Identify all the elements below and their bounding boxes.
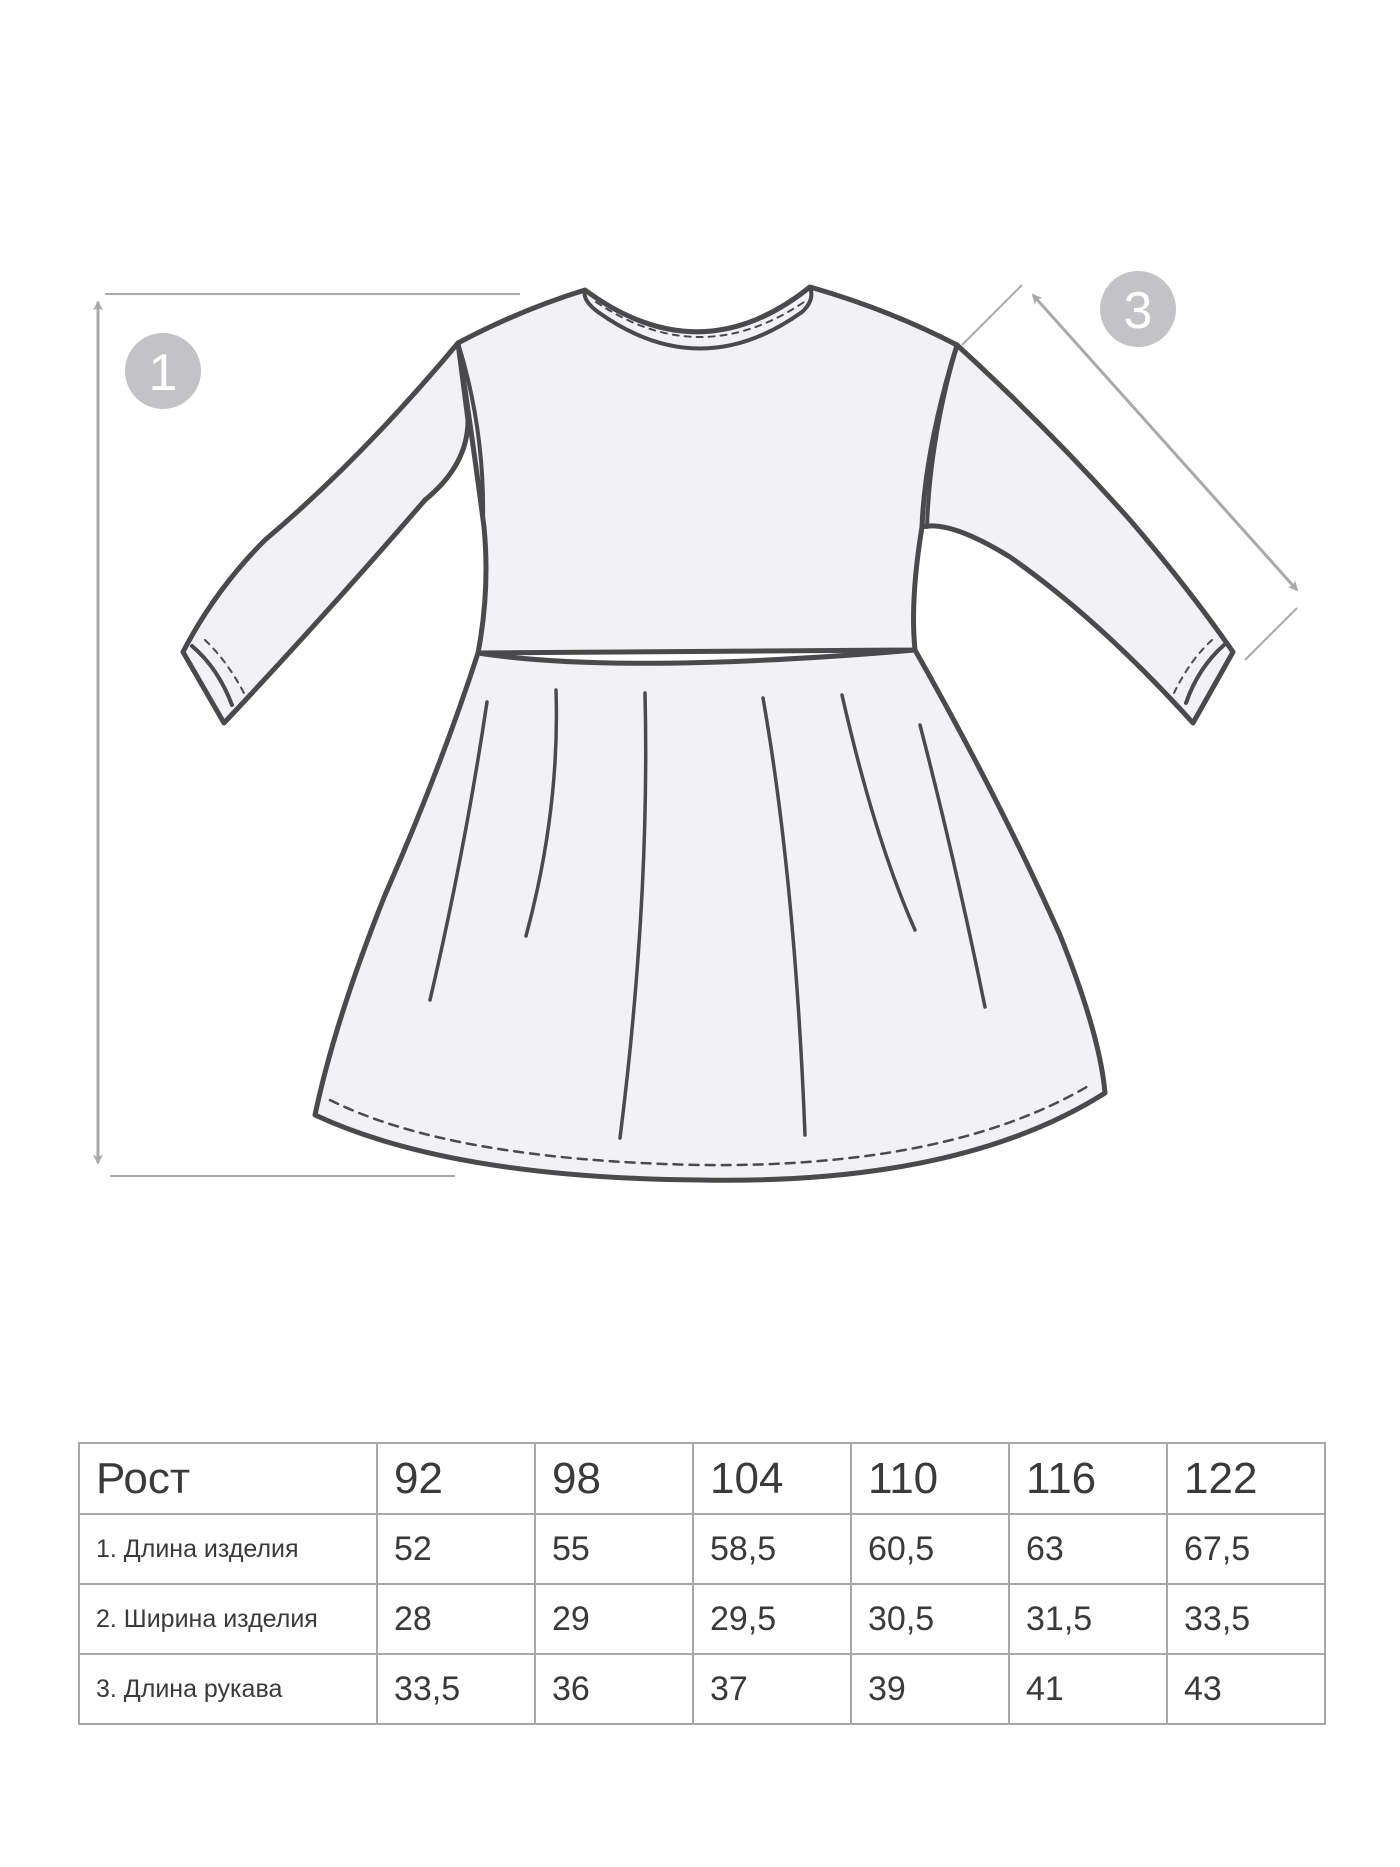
table-cell: 30,5 xyxy=(851,1584,1009,1654)
right-sleeve xyxy=(922,345,1233,723)
table-cell: 60,5 xyxy=(851,1514,1009,1584)
table-row xyxy=(79,1654,1325,1724)
table-cell: 55 xyxy=(535,1514,693,1584)
marker-3-label: 3 xyxy=(1123,282,1153,340)
marker-badge-1 xyxy=(125,333,201,409)
table-cell: 43 xyxy=(1167,1654,1325,1724)
size-header-cell: 98 xyxy=(535,1443,693,1514)
table-cell: 67,5 xyxy=(1167,1514,1325,1584)
table-cell: 36 xyxy=(535,1654,693,1724)
table-cell: 28 xyxy=(377,1584,535,1654)
table-cell: 33,5 xyxy=(377,1654,535,1724)
size-header-cell: 104 xyxy=(693,1443,851,1514)
dress-illustration xyxy=(183,287,1233,1180)
table-cell: 29,5 xyxy=(693,1584,851,1654)
table-header-row xyxy=(79,1443,1325,1514)
sleeve-top-extension-line xyxy=(962,285,1022,345)
table-cell: 37 xyxy=(693,1654,851,1724)
table-cell: 63 xyxy=(1009,1514,1167,1584)
size-chart-table xyxy=(78,1442,1326,1725)
left-sleeve xyxy=(183,343,468,723)
row-label: 3. Длина рукава xyxy=(79,1654,377,1724)
height-header-label: Рост xyxy=(79,1443,377,1514)
table-row xyxy=(79,1584,1325,1654)
marker-badge-3 xyxy=(1100,271,1176,347)
row-label: 2. Ширина изделия xyxy=(79,1584,377,1654)
table-cell: 29 xyxy=(535,1584,693,1654)
size-header-cell: 122 xyxy=(1167,1443,1325,1514)
size-header-cell: 116 xyxy=(1009,1443,1167,1514)
sleeve-bottom-extension-line xyxy=(1245,608,1297,660)
size-header-cell: 110 xyxy=(851,1443,1009,1514)
bodice xyxy=(458,287,957,653)
row-label: 1. Длина изделия xyxy=(79,1514,377,1584)
marker-1-label: 1 xyxy=(148,344,178,402)
table-cell: 33,5 xyxy=(1167,1584,1325,1654)
table-cell: 31,5 xyxy=(1009,1584,1167,1654)
table-cell: 52 xyxy=(377,1514,535,1584)
table-cell: 58,5 xyxy=(693,1514,851,1584)
table-row xyxy=(79,1514,1325,1584)
table-cell: 41 xyxy=(1009,1654,1167,1724)
size-header-cell: 92 xyxy=(377,1443,535,1514)
skirt xyxy=(315,650,1105,1180)
table-cell: 39 xyxy=(851,1654,1009,1724)
